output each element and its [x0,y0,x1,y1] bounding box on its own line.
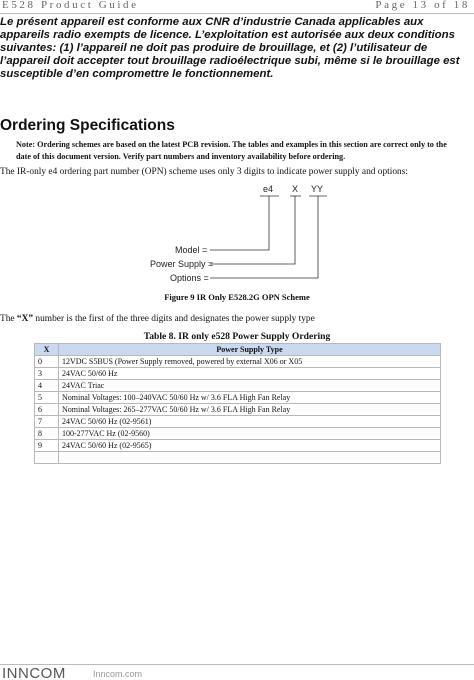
header-rule [0,13,474,14]
cell-x: 9 [35,440,59,452]
column-header-type: Power Supply Type [59,344,441,356]
table-row [35,452,441,464]
cell-type: Nominal Voltages: 100–240VAC 50/60 Hz w/ 3.6 FLA High Fan Relay [59,392,441,404]
leader-power-supply [210,196,295,264]
cell-type [59,452,441,464]
french-notice: Le présent appareil est conforme aux CNR d’industrie Canada applicables aux appareils radio exempts de licence. L’exploitation est autorisée aux deux conditions suivantes: (1) l’appareil ne doit pas produire de brouillage, et (2) l’utilisateur de l’appareil doit accepter tout brouillage radioélectrique subi, même si le brouillage est susceptible d’en compromettre le fonctionnement. [0,16,460,80]
code-power-supply: X [292,184,299,194]
cell-x [35,452,59,464]
cell-x: 8 [35,428,59,440]
column-header-x: X [35,344,59,356]
opn-intro: The IR-only e4 ordering part number (OPN) scheme uses only 3 digits to indicate power supply and options: [0,167,408,177]
table-row [35,440,441,452]
code-options: YY [311,184,324,194]
page-header [0,0,474,13]
table-row [35,428,441,440]
table-row [35,404,441,416]
cell-type: 12VDC S5BUS (Power Supply removed, powered by external X06 or X05 [59,356,441,368]
label-model: Model = [175,245,208,255]
cell-x: 0 [35,356,59,368]
cell-type: 100-277VAC Hz (02-9560) [59,428,441,440]
cell-x: 5 [35,392,59,404]
x-emphasis: “X” [16,314,34,324]
x-description: The “X” number is the first of the three digits and designates the power supply type [0,314,315,324]
table-row [35,380,441,392]
leader-options [210,196,318,278]
table-caption: Table 8. IR only e528 Power Supply Ordering [143,331,331,342]
table-row [35,368,441,380]
header-title: E528 Product Guide [2,0,139,11]
footer-website: Inncom.com [93,669,143,679]
section-title: Ordering Specifications [0,117,175,134]
label-power-supply: Power Supply = [150,259,214,269]
power-supply-table [34,343,441,464]
cell-type: 24VAC 50/60 Hz [59,368,441,380]
code-model: e4 [263,184,274,194]
opn-scheme-diagram [0,180,474,290]
cell-x: 3 [35,368,59,380]
table-row [35,416,441,428]
ordering-note: Note: Ordering schemes are based on the latest PCB revision. The tables and examples in this section are correct only to the date of this document version. Verify part numbers and inventory availability before ordering. [16,140,447,161]
leader-model [210,196,269,250]
table-row [35,392,441,404]
cell-type: 24VAC 50/60 Hz (02-9561) [59,416,441,428]
svg-text:INNCOM: INNCOM [2,665,66,680]
label-options: Options = [170,273,209,283]
table-header-row [35,344,441,356]
inncom-logo [2,665,88,680]
table-row [35,356,441,368]
cell-type: 24VAC Triac [59,380,441,392]
cell-type: 24VAC 50/60 Hz (02-9565) [59,440,441,452]
cell-x: 4 [35,380,59,392]
cell-x: 6 [35,404,59,416]
cell-type: Nominal Voltages: 265–277VAC 50/60 Hz w/ 3.6 FLA High Fan Relay [59,404,441,416]
header-page-number: Page 13 of 18 [375,0,470,11]
figure-caption: Figure 9 IR Only E528.2G OPN Scheme [164,292,310,302]
cell-x: 7 [35,416,59,428]
